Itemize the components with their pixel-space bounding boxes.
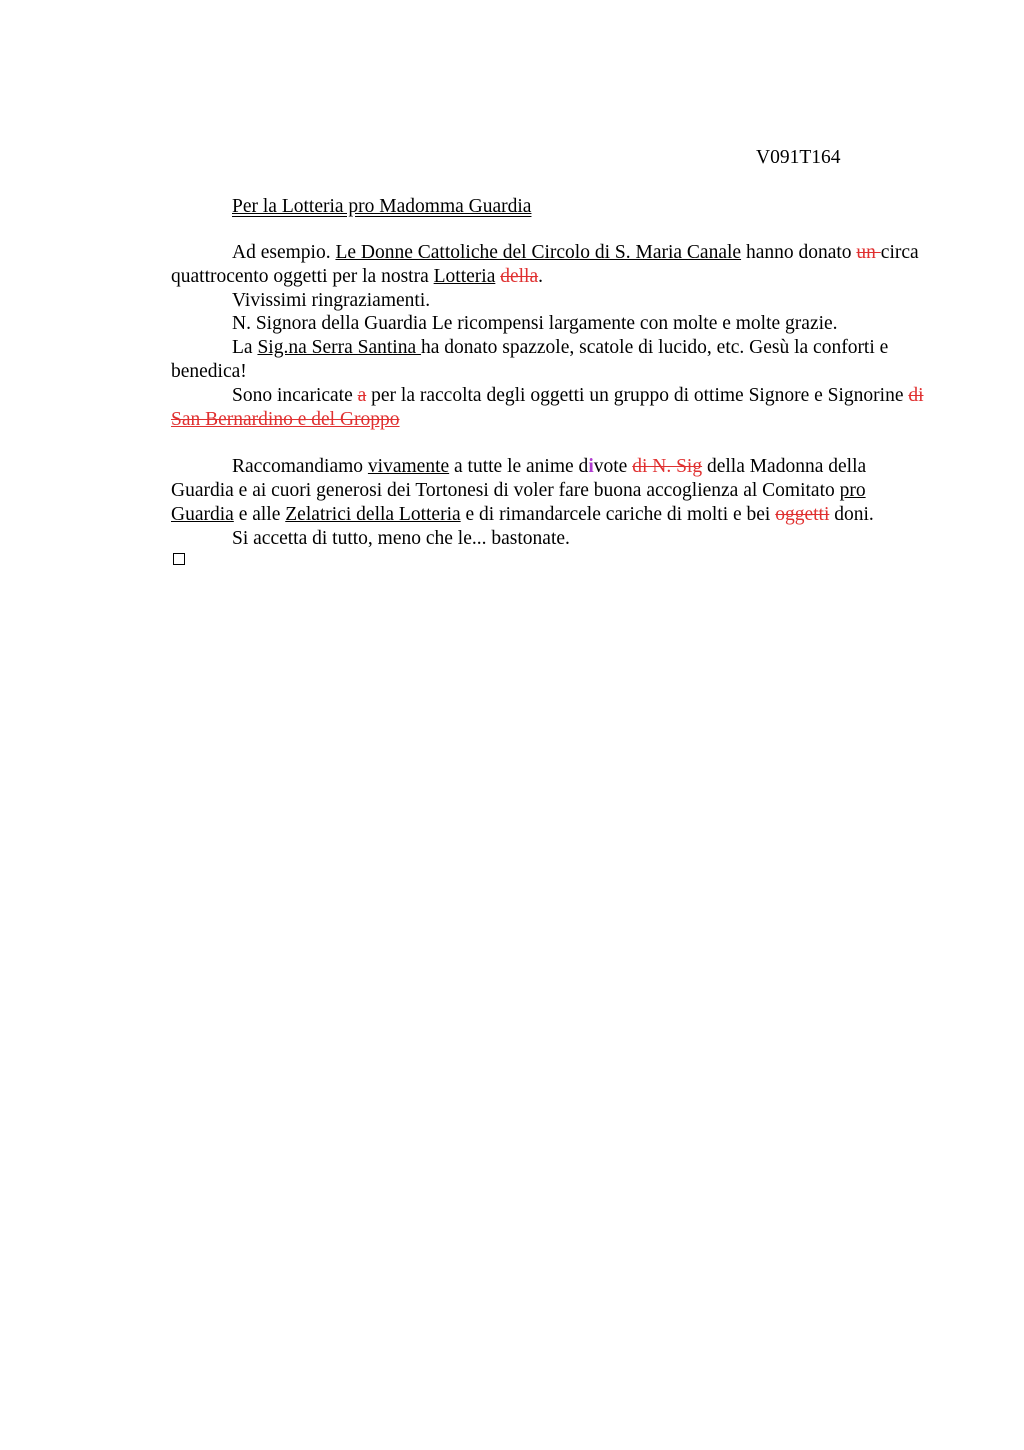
deleted-text: a bbox=[357, 384, 367, 406]
underlined-text: Lotteria bbox=[433, 265, 496, 287]
underlined-text: Zelatrici della Lotteria bbox=[285, 503, 461, 525]
text-run: Sono incaricate bbox=[232, 384, 358, 406]
document-body bbox=[171, 241, 931, 550]
text-run: Ad esempio. bbox=[232, 242, 336, 263]
deleted-text: un bbox=[856, 242, 881, 263]
text-run: N. Signora della Guardia Le ricompensi largamente con molte e molte grazie. bbox=[232, 313, 838, 335]
underlined-text: Sig.na Serra Santina bbox=[257, 337, 422, 359]
text-run: per la raccolta degli oggetti un gruppo di ottime Signore e Signorine bbox=[366, 384, 909, 406]
text-run: vote bbox=[593, 456, 633, 478]
text-run: a tutte le anime d bbox=[449, 456, 589, 478]
deleted-text: di bbox=[908, 384, 924, 406]
underlined-text: vivamente bbox=[367, 456, 450, 478]
text-run: della Madonna della Guardia e ai cuori generosi dei Tortonesi di voler fare buona accoglienza al Comitato bbox=[171, 456, 867, 501]
paragraph-thanks bbox=[171, 289, 931, 313]
deleted-underlined-text: San Bernardino e del Groppo bbox=[171, 408, 400, 430]
text-run: doni. bbox=[829, 503, 874, 525]
paragraph-collectors bbox=[171, 384, 931, 432]
text-run: ha donato spazzole, scatole di lucido, etc. Gesù la conforti e benedica! bbox=[171, 337, 889, 382]
paragraph-gap bbox=[171, 431, 931, 455]
text-run: Vivissimi ringraziamenti. bbox=[232, 289, 431, 311]
text-run: circa quattrocento oggetti per la nostra bbox=[171, 242, 919, 287]
paragraph-blessing bbox=[171, 312, 931, 336]
text-run: e di rimandarcele cariche di molti e bei bbox=[460, 503, 776, 525]
deleted-text: di N. Sig bbox=[632, 456, 703, 478]
checkbox-square[interactable] bbox=[173, 553, 185, 565]
deleted-text: della bbox=[500, 265, 539, 287]
text-run: hanno donato bbox=[741, 242, 857, 263]
text-run: La bbox=[232, 337, 258, 359]
paragraph-donation-circolo bbox=[171, 241, 931, 289]
text-run: e alle bbox=[233, 503, 286, 525]
document-id: V091T164 bbox=[756, 147, 841, 168]
text-run: . bbox=[538, 265, 543, 287]
paragraph-appeal bbox=[171, 455, 931, 526]
underlined-text: Le Donne Cattoliche del Circolo di S. Maria Canale bbox=[335, 242, 742, 263]
paragraph-closing bbox=[171, 527, 931, 551]
inserted-text: i bbox=[588, 456, 594, 478]
document-title: Per la Lotteria pro Madomma Guardia bbox=[232, 196, 532, 217]
deleted-text: oggetti bbox=[775, 503, 830, 525]
paragraph-donation-serra bbox=[171, 336, 931, 384]
underlined-text: pro Guardia bbox=[171, 479, 866, 525]
text-run: Raccomandiamo bbox=[232, 456, 368, 478]
text-run: Si accetta di tutto, meno che le... bastonate. bbox=[232, 527, 570, 549]
